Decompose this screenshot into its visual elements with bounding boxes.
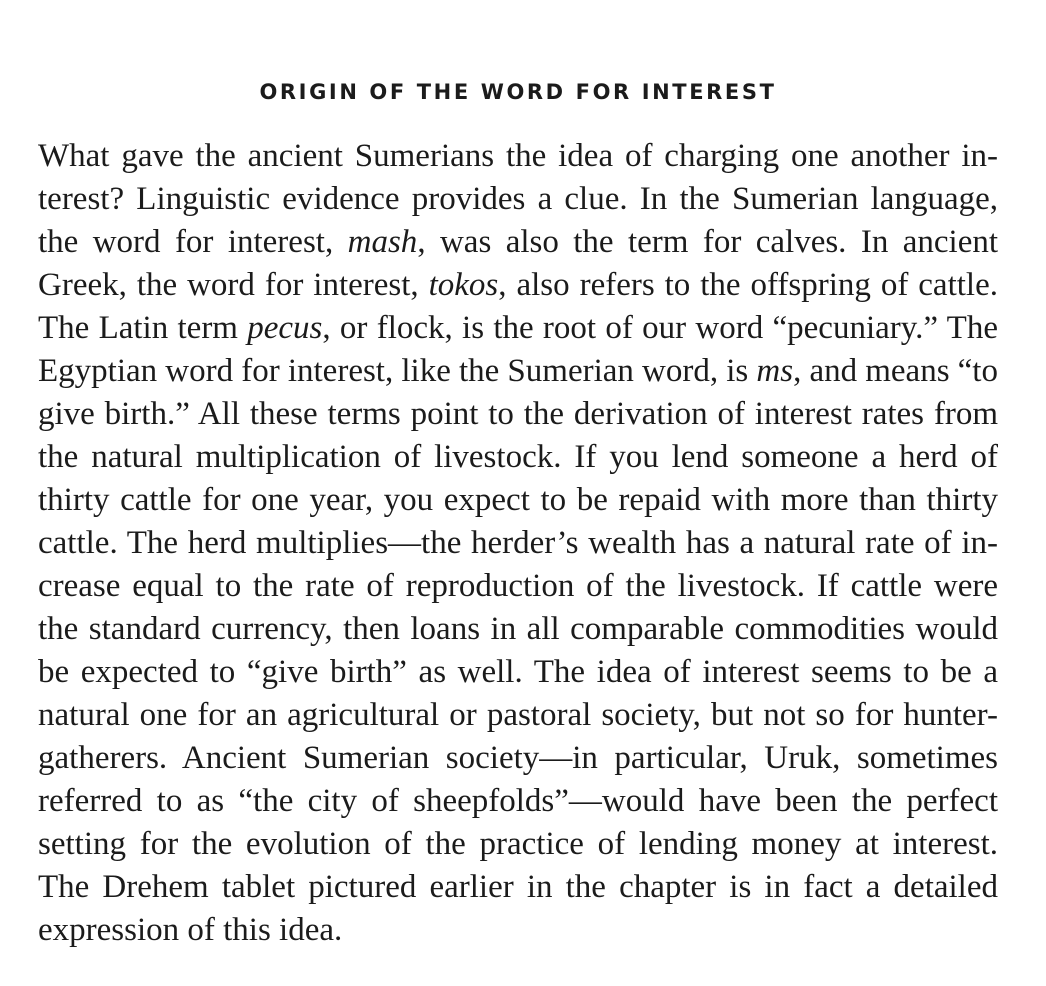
section-heading: ORIGIN OF THE WORD FOR INTEREST (259, 80, 777, 104)
text-line (38, 780, 998, 823)
text-line (38, 393, 998, 436)
text-line (38, 178, 998, 221)
text-run: Egyptian word for interest, like the Sumerian word, is (38, 353, 757, 389)
text-run: cattle. The herd multiplies—the herder’s wealth has a natural rate of in- (38, 525, 998, 561)
text-run: the standard currency, then loans in all comparable commodities would (38, 611, 998, 647)
text-run: natural one for an agricultural or pastoral society, but not so for hunter- (38, 697, 998, 733)
text-run: expression of this idea. (38, 912, 343, 948)
body-paragraph (38, 135, 998, 952)
text-line (38, 608, 998, 651)
text-line (38, 651, 998, 694)
text-line (38, 350, 998, 393)
text-run: setting for the evolution of the practice of lending money at interest. (38, 826, 998, 862)
text-run: the word for interest, (38, 224, 348, 260)
text-run: , or flock, is the root of our word “pecuniary.” The (322, 310, 998, 346)
text-run: give birth.” All these terms point to the derivation of interest rates from (38, 396, 998, 432)
text-line (38, 436, 998, 479)
text-run: terest? Linguistic evidence provides a clue. In the Sumerian language, (38, 181, 998, 217)
text-line (38, 737, 998, 780)
text-run: be expected to “give birth” as well. The idea of interest seems to be a (38, 654, 998, 690)
text-run: Greek, the word for interest, (38, 267, 429, 303)
text-line (38, 221, 998, 264)
text-line (38, 565, 998, 608)
text-run: crease equal to the rate of reproduction of the livestock. If cattle were (38, 568, 998, 604)
italic-term: pecus (247, 310, 323, 346)
text-line (38, 823, 998, 866)
text-line (38, 866, 998, 909)
italic-term: ms (756, 353, 794, 389)
text-run: thirty cattle for one year, you expect to be repaid with more than thirty (38, 482, 998, 518)
italic-term: tokos (428, 267, 499, 303)
text-line (38, 264, 998, 307)
text-run: gatherers. Ancient Sumerian society—in particular, Uruk, sometimes (38, 740, 998, 776)
text-run: What gave the ancient Sumerians the idea of charging one another in- (38, 138, 998, 174)
text-run: , also refers to the offspring of cattle. (498, 267, 998, 303)
italic-term: mash (347, 224, 418, 260)
text-run: , was also the term for calves. In ancient (417, 224, 998, 260)
text-run: , and means “to (793, 353, 998, 389)
text-run: The Drehem tablet pictured earlier in the chapter is in fact a detailed (38, 869, 998, 905)
text-line (38, 522, 998, 565)
text-run: The Latin term (38, 310, 248, 346)
text-line (38, 135, 998, 178)
text-run: referred to as “the city of sheepfolds”—would have been the perfect (38, 783, 998, 819)
text-line (38, 479, 998, 522)
text-line (38, 694, 998, 737)
text-line (38, 909, 998, 952)
text-line (38, 307, 998, 350)
text-run: the natural multiplication of livestock. If you lend someone a herd of (38, 439, 998, 475)
